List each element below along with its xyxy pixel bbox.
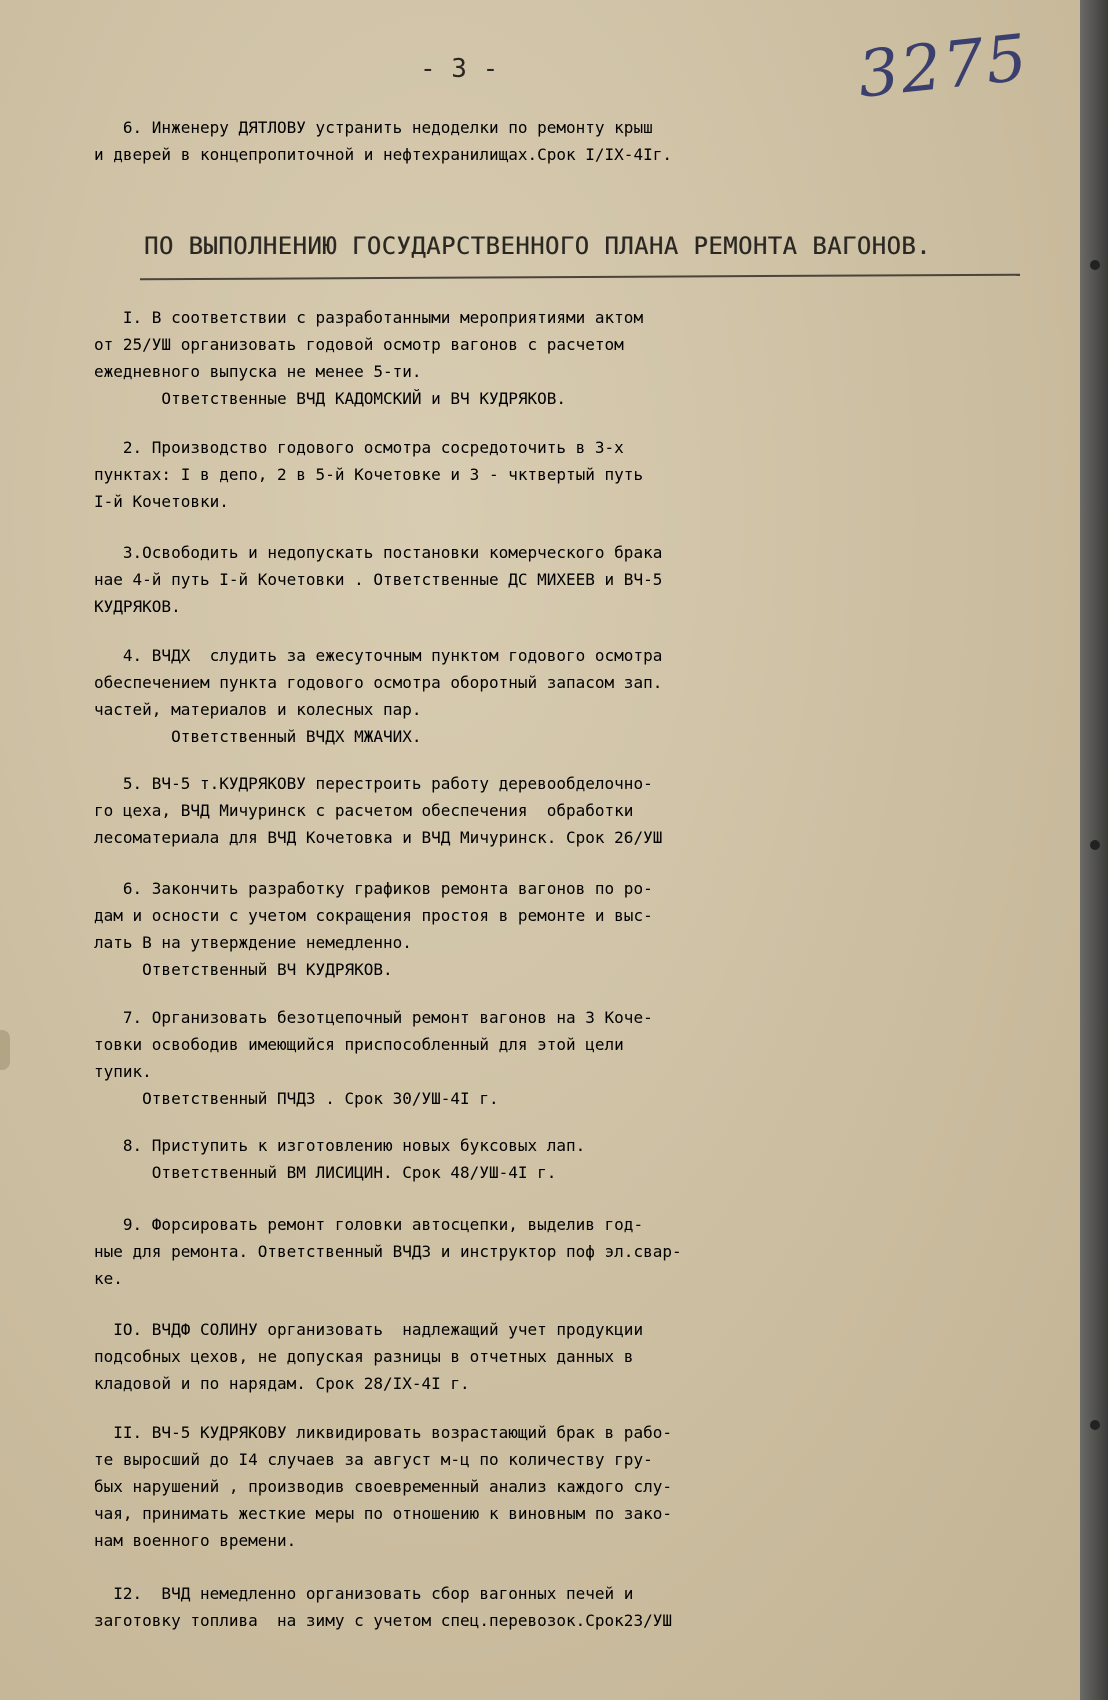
text-line: Ответственный ВЧДХ МЖАЧИХ. xyxy=(94,727,422,746)
text-line: ежедневного выпуска не менее 5-ти. xyxy=(94,362,422,381)
text-line: и дверей в концепропиточной и нефтехранилищах.Срок I/IX-4Iг. xyxy=(94,145,672,164)
binding-hole xyxy=(1090,840,1100,850)
text-line: IO. ВЧДФ СОЛИНУ организовать надлежащий учет продукции xyxy=(94,1320,644,1339)
text-line: лесоматериала для ВЧД Кочетовка и ВЧД Мичуринск. Срок 26/УШ xyxy=(94,828,663,847)
text-line: тупик. xyxy=(94,1062,152,1081)
section-heading: ПО ВЫПОЛНЕНИЮ ГОСУДАРСТВЕННОГО ПЛАНА РЕМОНТА ВАГОНОВ. xyxy=(144,232,932,260)
text-line: ке. xyxy=(94,1269,123,1288)
text-line: ные для ремонта. Ответственный ВЧДЗ и инструктор поф эл.свар- xyxy=(94,1242,682,1261)
text-line: 6. Инженеру ДЯТЛОВУ устранить недоделки по ремонту крыш xyxy=(94,118,653,137)
text-line: Ответственный ВЧ КУДРЯКОВ. xyxy=(94,960,393,979)
text-line: II. ВЧ-5 КУДРЯКОВУ ликвидировать возрастающий брак в рабо- xyxy=(94,1423,672,1442)
text-line: подсобных цехов, не допуская разницы в отчетных данных в xyxy=(94,1347,634,1366)
text-line: бых нарушений , производив своевременный анализ каждого слу- xyxy=(94,1477,672,1496)
text-line: 2. Производство годового осмотра сосредоточить в 3-х xyxy=(94,438,624,457)
binding-hole xyxy=(1090,260,1100,270)
text-line: обеспечением пункта годового осмотра оборотный запасом зап. xyxy=(94,673,663,692)
text-line: Ответственный ВМ ЛИСИЦИН. Срок 48/УШ-4I г. xyxy=(94,1163,557,1182)
item-1 xyxy=(94,308,1080,416)
item-5 xyxy=(94,774,1080,855)
text-line: лать В на утверждение немедленно. xyxy=(94,933,412,952)
item-12 xyxy=(94,1584,1080,1638)
text-line: нам военного времени. xyxy=(94,1531,297,1550)
text-line: кладовой и по нарядам. Срок 28/IX-4I г. xyxy=(94,1374,470,1393)
item-8 xyxy=(94,1136,1080,1190)
item-6 xyxy=(94,879,1080,987)
text-line: Ответственный ПЧДЗ . Срок 30/УШ-4I г. xyxy=(94,1089,499,1108)
text-line: 7. Организовать безотцепочный ремонт вагонов на 3 Коче- xyxy=(94,1008,653,1027)
item-11 xyxy=(94,1423,1080,1558)
text-line: пунктах: I в депо, 2 в 5-й Кочетовке и 3 - чктвертый путь xyxy=(94,465,644,484)
intro-paragraph xyxy=(94,118,1080,172)
text-line: 5. ВЧ-5 т.КУДРЯКОВУ перестроить работу деревообделочно- xyxy=(94,774,653,793)
item-7 xyxy=(94,1008,1080,1116)
item-9 xyxy=(94,1215,1080,1296)
item-3 xyxy=(94,543,1080,624)
text-line: I2. ВЧД немедленно организовать сбор вагонных печей и xyxy=(94,1584,634,1603)
item-2 xyxy=(94,438,1080,519)
text-line: I-й Кочетовки. xyxy=(94,492,229,511)
text-line: от 25/УШ организовать годовой осмотр вагонов с расчетом xyxy=(94,335,624,354)
text-line: товки освободив имеющийся приспособленный для этой цели xyxy=(94,1035,624,1054)
page-number: - 3 - xyxy=(420,54,499,84)
text-line: чая, принимать жесткие меры по отношению к виновным по зако- xyxy=(94,1504,672,1523)
text-line: заготовку топлива на зиму с учетом спец.перевозок.Срок23/УШ xyxy=(94,1611,672,1630)
text-line: 8. Приступить к изготовлению новых буксовых лап. xyxy=(94,1136,586,1155)
text-line: 3.Освободить и недопускать постановки комерческого брака xyxy=(94,543,663,562)
item-10 xyxy=(94,1320,1080,1401)
heading-underline xyxy=(140,274,1020,281)
text-line: Ответственные ВЧД КАДОМСКИЙ и ВЧ КУДРЯКОВ. xyxy=(94,389,567,408)
text-line: 6. Закончить разработку графиков ремонта вагонов по ро- xyxy=(94,879,653,898)
binding-hole xyxy=(1090,1420,1100,1430)
text-line: го цеха, ВЧД Мичуринск с расчетом обеспечения обработки xyxy=(94,801,634,820)
text-line: I. В соответствии с разработанными мероприятиями актом xyxy=(94,308,644,327)
text-line: нае 4-й путь I-й Кочетовки . Ответственные ДС МИХЕЕВ и ВЧ-5 xyxy=(94,570,663,589)
handwritten-archive-number: 3275 xyxy=(854,21,1033,113)
text-line: 4. ВЧДХ слудить за ежесуточным пунктом годового осмотра xyxy=(94,646,663,665)
text-line: частей, материалов и колесных пар. xyxy=(94,700,422,719)
binding-edge xyxy=(1080,0,1108,1700)
text-line: 9. Форсировать ремонт головки автосцепки, выделив год- xyxy=(94,1215,644,1234)
text-line: те выросший до I4 случаев за август м-ц по количеству гру- xyxy=(94,1450,653,1469)
paper-edge-tear xyxy=(0,1030,10,1070)
text-line: дам и осности с учетом сокращения простоя в ремонте и выс- xyxy=(94,906,653,925)
item-4 xyxy=(94,646,1080,754)
text-line: КУДРЯКОВ. xyxy=(94,597,181,616)
